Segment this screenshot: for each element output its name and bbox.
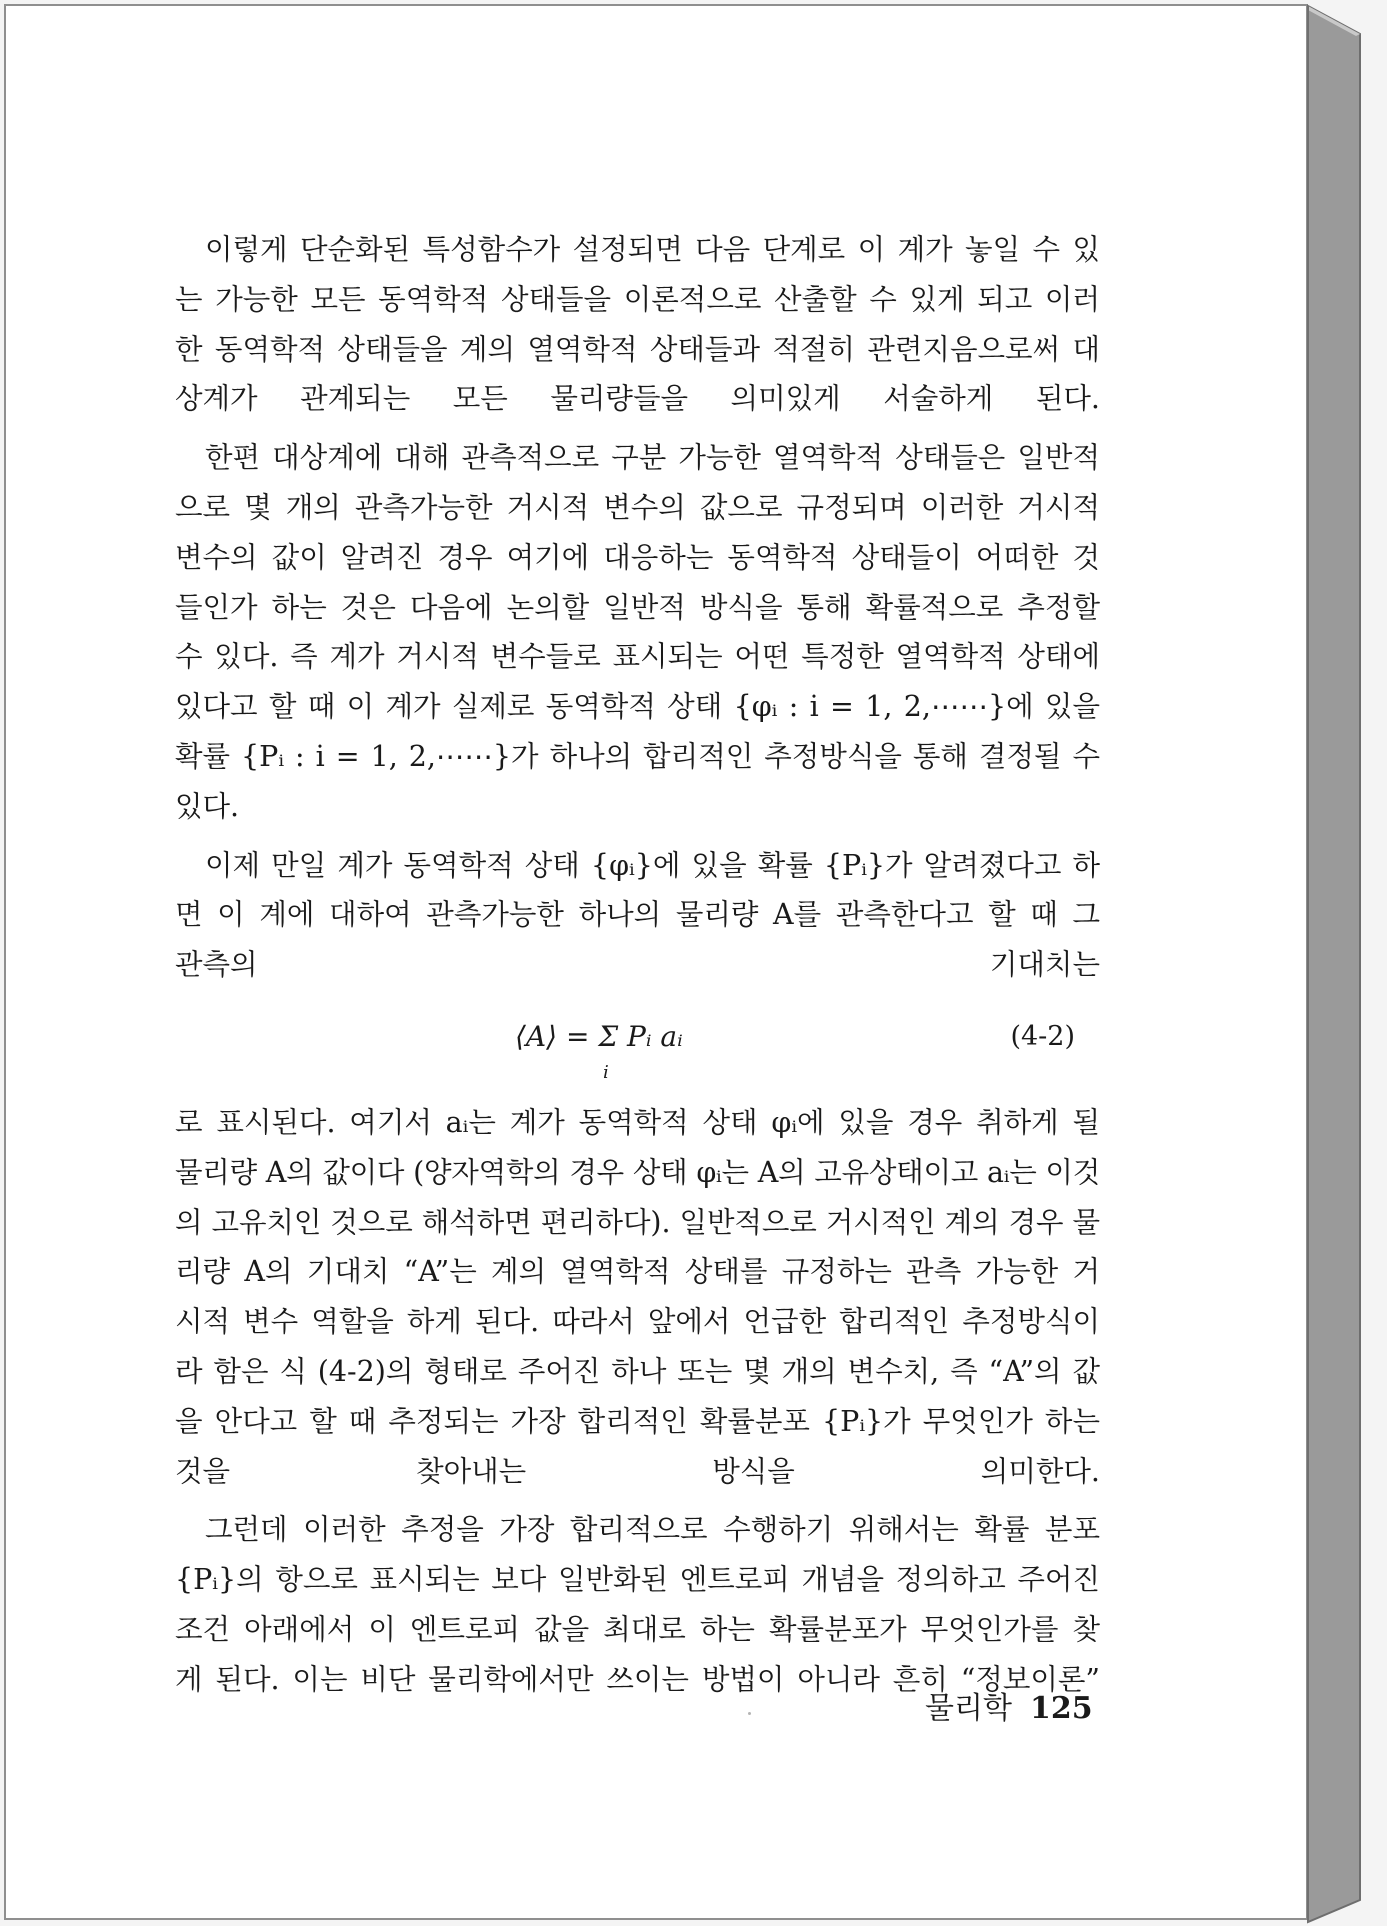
page-number: 125 xyxy=(1029,1691,1093,1726)
summation-symbol: Σ xyxy=(598,1019,619,1053)
text-line: 조건 아래에서 이 엔트로피 값을 최대로 하는 확률분포가 무엇인가를 찾 xyxy=(175,1612,1100,1646)
running-section-title: 물리학 xyxy=(925,1691,1012,1726)
text-line: 한편 대상계에 대해 관측적으로 구분 가능한 열역학적 상태들은 일반적 xyxy=(205,441,1100,475)
text-line: 있다고 할 때 이 계가 실제로 동역학적 상태 {φᵢ : i = 1, 2,⋯⋯}에 있을 xyxy=(175,690,1100,724)
paragraph-2 xyxy=(175,433,1100,831)
text-line: 을 안다고 할 때 추정되는 가장 합리적인 확률분포 {Pᵢ}가 무엇인가 하는 xyxy=(175,1404,1100,1438)
page-footer xyxy=(925,1683,1175,1727)
text-line: 게 된다. 이는 비단 물리학에서만 쓰이는 방법이 아니라 흔히 “정보이론” xyxy=(175,1662,1100,1696)
text-line: 로 표시된다. 여기서 aᵢ는 계가 동역학적 상태 φᵢ에 있을 경우 취하게 될 xyxy=(175,1105,1100,1139)
text-line: 리량 A의 기대치 “A”는 계의 열역학적 상태를 규정하는 관측 가능한 거 xyxy=(175,1255,1100,1289)
text-line: 으로 몇 개의 관측가능한 거시적 변수의 값으로 규정되며 이러한 거시적 xyxy=(175,490,1100,524)
text-line: 들인가 하는 것은 다음에 논의할 일반적 방식을 통해 확률적으로 추정할 xyxy=(175,590,1100,624)
text-line: 면 이 계에 대하여 관측가능한 하나의 물리량 A를 관측한다고 할 때 그 xyxy=(175,898,1100,932)
equation-4-2 xyxy=(175,1002,1100,1094)
text-line: 변수의 값이 알려진 경우 여기에 대응하는 동역학적 상태들이 어떠한 것 xyxy=(175,540,1100,574)
text-line: 한 동역학적 상태들을 계의 열역학적 상태들과 적절히 관련지음으로써 대 xyxy=(175,332,1100,366)
text-line: 시적 변수 역할을 하게 된다. 따라서 앞에서 언급한 합리적인 추정방식이 xyxy=(175,1305,1100,1339)
text-line: 이제 만일 계가 동역학적 상태 {φᵢ}에 있을 확률 {Pᵢ}가 알려졌다고 하 xyxy=(205,848,1100,882)
summation-index: i xyxy=(603,1061,609,1083)
equation-lhs: ⟨A⟩ = xyxy=(515,1019,599,1053)
text-line: 의 고유치인 것으로 해석하면 편리하다). 일반적으로 거시적인 계의 경우 물 xyxy=(175,1205,1100,1239)
text-line: 관측의 기대치는 xyxy=(175,948,1100,982)
equation-body xyxy=(515,1012,683,1083)
text-line: 그런데 이러한 추정을 가장 합리적으로 수행하기 위해서는 확률 분포 xyxy=(205,1513,1100,1547)
text-line: 것을 찾아내는 방식을 의미한다. xyxy=(175,1454,1100,1488)
paragraph-4 xyxy=(175,1098,1100,1496)
text-line: {Pᵢ}의 항으로 표시되는 보다 일반화된 엔트로피 개념을 정의하고 주어진 xyxy=(175,1563,1100,1597)
body-text xyxy=(175,225,1100,1714)
text-line: 있다. xyxy=(175,789,240,823)
text-line: 확률 {Pᵢ : i = 1, 2,⋯⋯}가 하나의 합리적인 추정방식을 통해 결정될 수 xyxy=(175,739,1100,773)
paragraph-5 xyxy=(175,1505,1100,1704)
equation-rhs: Pᵢ aᵢ xyxy=(627,1019,683,1053)
text-line: 이렇게 단순화된 특성함수가 설정되면 다음 단계로 이 계가 놓일 수 있 xyxy=(205,233,1100,266)
paragraph-1 xyxy=(175,225,1100,424)
text-line: 수 있다. 즉 계가 거시적 변수들로 표시되는 어떤 특정한 열역학적 상태에 xyxy=(175,640,1100,674)
scan-speck xyxy=(748,1712,751,1715)
text-line: 는 가능한 모든 동역학적 상태들을 이론적으로 산출할 수 있게 되고 이러 xyxy=(175,282,1100,316)
equation-number: (4-2) xyxy=(1010,1020,1075,1052)
paragraph-3 xyxy=(175,841,1100,990)
text-line: 물리량 A의 값이다 (양자역학의 경우 상태 φᵢ는 A의 고유상태이고 aᵢ는 이것 xyxy=(175,1155,1100,1189)
text-line: 라 함은 식 (4-2)의 형태로 주어진 하나 또는 몇 개의 변수치, 즉 “A”의 값 xyxy=(175,1354,1100,1388)
text-line: 상계가 관계되는 모든 물리량들을 의미있게 서술하게 된다. xyxy=(175,382,1100,416)
